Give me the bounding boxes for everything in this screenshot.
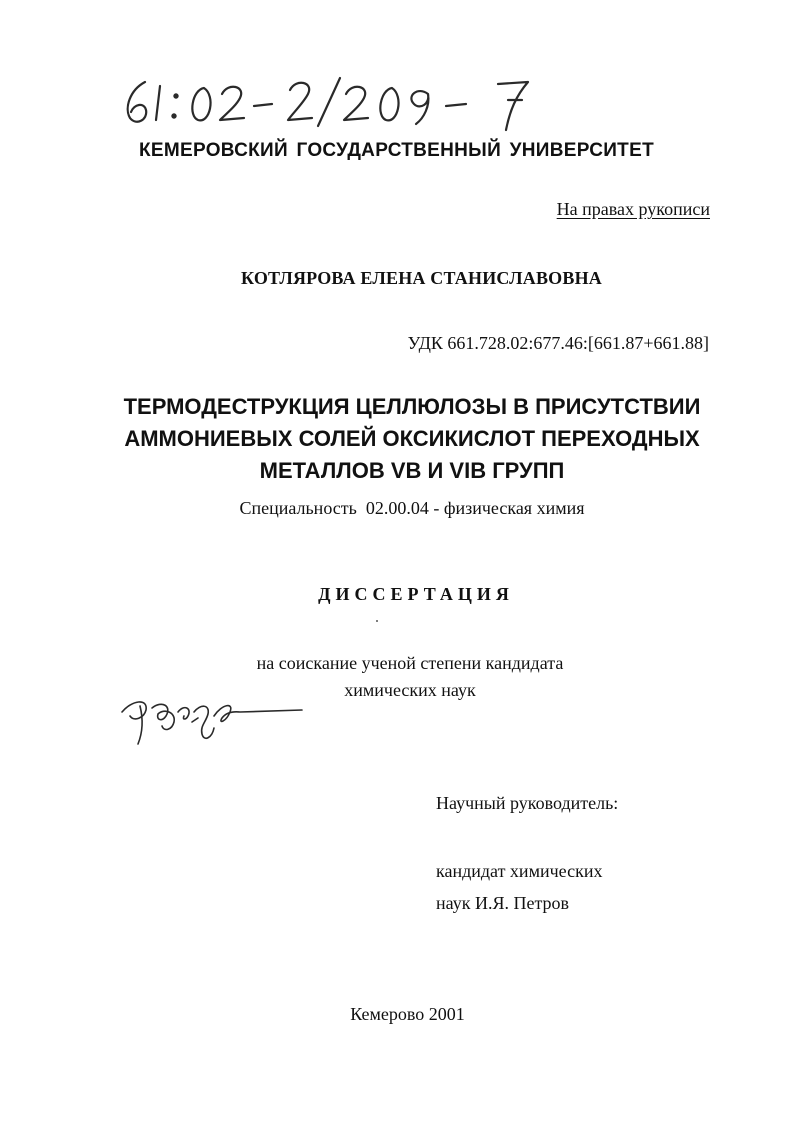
manuscript-note: На правах рукописи xyxy=(556,199,710,219)
degree-line: химических наук xyxy=(344,680,476,700)
supervisor-line: наук И.Я. Петров xyxy=(436,893,570,913)
stray-dot xyxy=(376,620,378,622)
university-name: КЕМЕРОВСКИЙ ГОСУДАРСТВЕННЫЙ УНИВЕРСИТЕТ xyxy=(139,140,654,161)
udk-code: УДК 661.728.02:677.46:[661.87+661.88] xyxy=(407,333,709,353)
supervisor-credentials xyxy=(436,855,602,919)
archive-code-handwritten xyxy=(0,60,793,140)
title-line: МЕТАЛЛОВ VB И VIB ГРУПП xyxy=(259,458,565,483)
title-line: АММОНИЕВЫХ СОЛЕЙ ОКСИКИСЛОТ ПЕРЕХОДНЫХ xyxy=(124,426,700,451)
degree-line: на соискание ученой степени кандидата xyxy=(256,653,564,673)
dissertation-type: ДИССЕРТАЦИЯ xyxy=(318,584,514,604)
dissertation-title xyxy=(0,391,793,487)
city-year: Кемерово 2001 xyxy=(350,1004,465,1024)
title-line: ТЕРМОДЕСТРУКЦИЯ ЦЕЛЛЮЛОЗЫ В ПРИСУТСТВИИ xyxy=(123,394,701,419)
author-name: КОТЛЯРОВА ЕЛЕНА СТАНИСЛАВОВНА xyxy=(241,268,602,288)
signature-graphic xyxy=(118,682,318,752)
supervisor-line: кандидат химических xyxy=(436,861,603,881)
archive-code-handwriting-graphic xyxy=(0,60,793,140)
specialty: Специальность 02.00.04 - физическая химия xyxy=(239,498,585,518)
author-signature xyxy=(118,682,318,752)
supervisor-label: Научный руководитель: xyxy=(436,793,619,813)
